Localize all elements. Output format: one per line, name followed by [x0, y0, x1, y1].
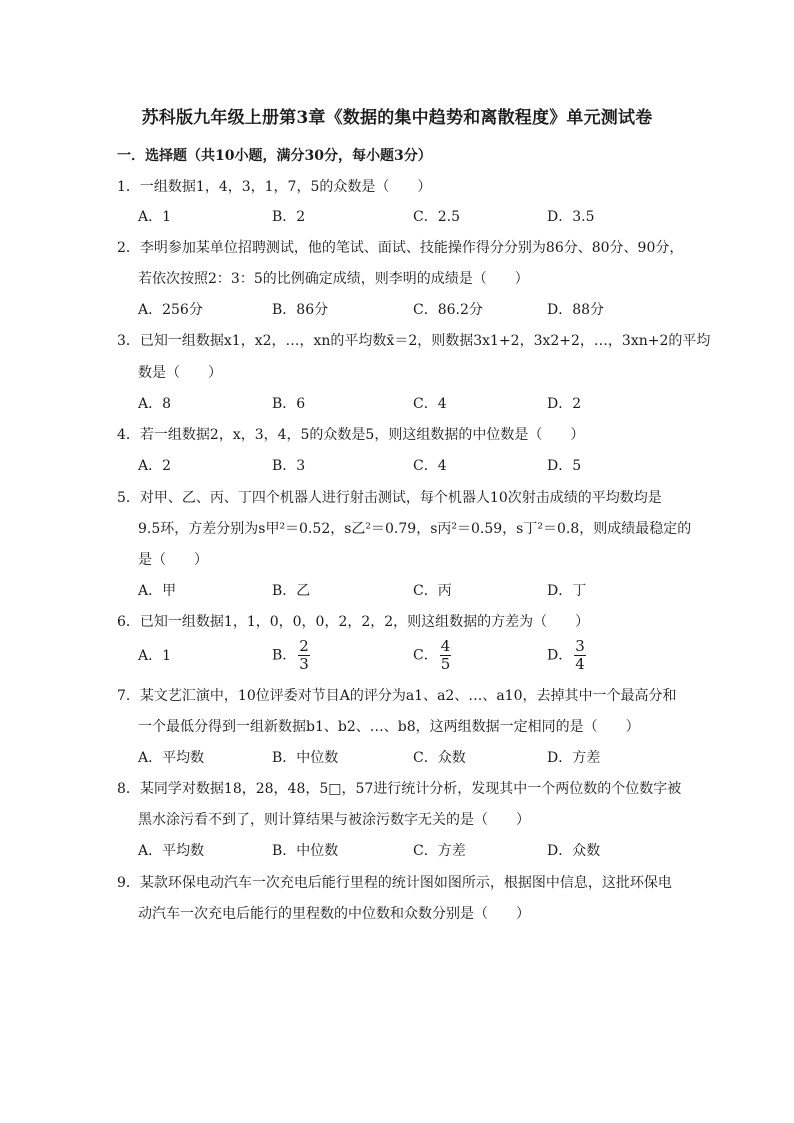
option-a: A．8 — [138, 396, 172, 412]
option-b: B．中位数 — [272, 750, 339, 766]
question-3-line-2: 数是（ ） — [138, 365, 222, 381]
option-d: D．方差 — [547, 750, 601, 766]
question-2-line-2: 若依次按照2：3：5的比例确定成绩，则李明的成绩是（ ） — [138, 271, 529, 287]
question-5-line-3: 是（ ） — [138, 552, 208, 568]
question-8-options — [138, 841, 698, 863]
fraction: $\frac{2}{3}$ — [299, 637, 309, 673]
question-1-options — [138, 207, 698, 229]
option-c: C．4 — [413, 458, 447, 474]
option-b: B．6 — [272, 396, 306, 412]
question-5-options — [138, 581, 698, 603]
question-2-line-1: 2．李明参加某单位招聘测试，他的笔试、面试、技能操作得分分别为86分、80分、90分， — [117, 240, 684, 256]
option-d: D．众数 — [547, 843, 601, 859]
question-7-options — [138, 748, 698, 770]
option-b: B．86分 — [272, 302, 329, 318]
option-a: A．256分 — [138, 302, 203, 318]
question-5-line-2: 9.5环，方差分别为s甲²＝0.52，s乙²＝0.79，s丙²＝0.59，s丁²＝0.8，则成绩最稳定的 — [138, 521, 692, 537]
question-9-line-2: 动汽车一次充电后能行的里程数的中位数和众数分别是（ ） — [138, 906, 530, 922]
question-1-line-1: 1．一组数据1，4，3，1，7，5的众数是（ ） — [117, 179, 432, 195]
option-d: D．88分 — [547, 302, 605, 318]
question-9-line-1: 9．某款环保电动汽车一次充电后能行里程的统计图如图所示，根据图中信息，这批环保电 — [117, 875, 672, 891]
question-4-line-1: 4．若一组数据2，x，3，4，5的众数是5，则这组数据的中位数是（ ） — [117, 427, 585, 443]
option-d: D． $\frac{3}{4}$ — [547, 637, 585, 673]
option-b: B． $\frac{2}{3}$ — [272, 637, 309, 673]
option-d: D．2 — [547, 396, 582, 412]
question-8-line-2: 黑水涂污看不到了，则计算结果与被涂污数字无关的是（ ） — [138, 812, 530, 828]
option-c: C．方差 — [413, 843, 466, 859]
section-heading: 一．选择题（共10小题，满分30分，每小题3分） — [117, 148, 432, 164]
option-c: C．4 — [413, 396, 447, 412]
option-a: A．2 — [138, 458, 172, 474]
option-d: D．丁 — [547, 583, 587, 599]
option-b: B．乙 — [272, 583, 311, 599]
option-a: A．平均数 — [138, 750, 205, 766]
question-4-options — [138, 456, 698, 478]
question-3-options — [138, 394, 698, 416]
question-3-line-1: 3．已知一组数据x1，x2，…，xn的平均数x̄＝2，则数据3x1+2，3x2+2，…，3xn+2的平均 — [117, 333, 711, 349]
option-a: A．1 — [138, 648, 172, 664]
option-a: A．平均数 — [138, 843, 205, 859]
option-c: C．丙 — [413, 583, 452, 599]
question-6-line-1: 6．已知一组数据1，1，0，0，0，2，2，2，则这组数据的方差为（ ） — [117, 614, 590, 630]
option-c: C．众数 — [413, 750, 466, 766]
question-7-line-1: 7．某文艺汇演中，10位评委对节目A的评分为a1、a2、…、a10，去掉其中一个最高分和 — [117, 688, 677, 704]
question-2-options — [138, 300, 698, 322]
question-7-line-2: 一个最低分得到一组新数据b1、b2、…、b8，这两组数据一定相同的是（ ） — [138, 719, 640, 735]
option-b: B．2 — [272, 209, 306, 225]
option-c: C． $\frac{4}{5}$ — [413, 637, 451, 673]
option-d: D．5 — [547, 458, 582, 474]
option-a: A．甲 — [138, 583, 177, 599]
fraction: $\frac{3}{4}$ — [575, 637, 585, 673]
option-c: C．86.2分 — [413, 302, 483, 318]
option-a: A．1 — [138, 209, 172, 225]
question-6-options — [138, 637, 698, 673]
question-8-line-1: 8．某同学对数据18，28，48，5□，57进行统计分析，发现其中一个两位数的个位数字被 — [117, 781, 682, 797]
option-b: B．中位数 — [272, 843, 339, 859]
page-title: 苏科版九年级上册第3章《数据的集中趋势和离散程度》单元测试卷 — [141, 108, 653, 128]
option-b: B．3 — [272, 458, 306, 474]
question-5-line-1: 5．对甲、乙、丙、丁四个机器人进行射击测试，每个机器人10次射击成绩的平均数均是 — [117, 490, 662, 506]
option-d: D．3.5 — [547, 209, 595, 225]
fraction: $\frac{4}{5}$ — [440, 637, 451, 673]
option-c: C．2.5 — [413, 209, 460, 225]
